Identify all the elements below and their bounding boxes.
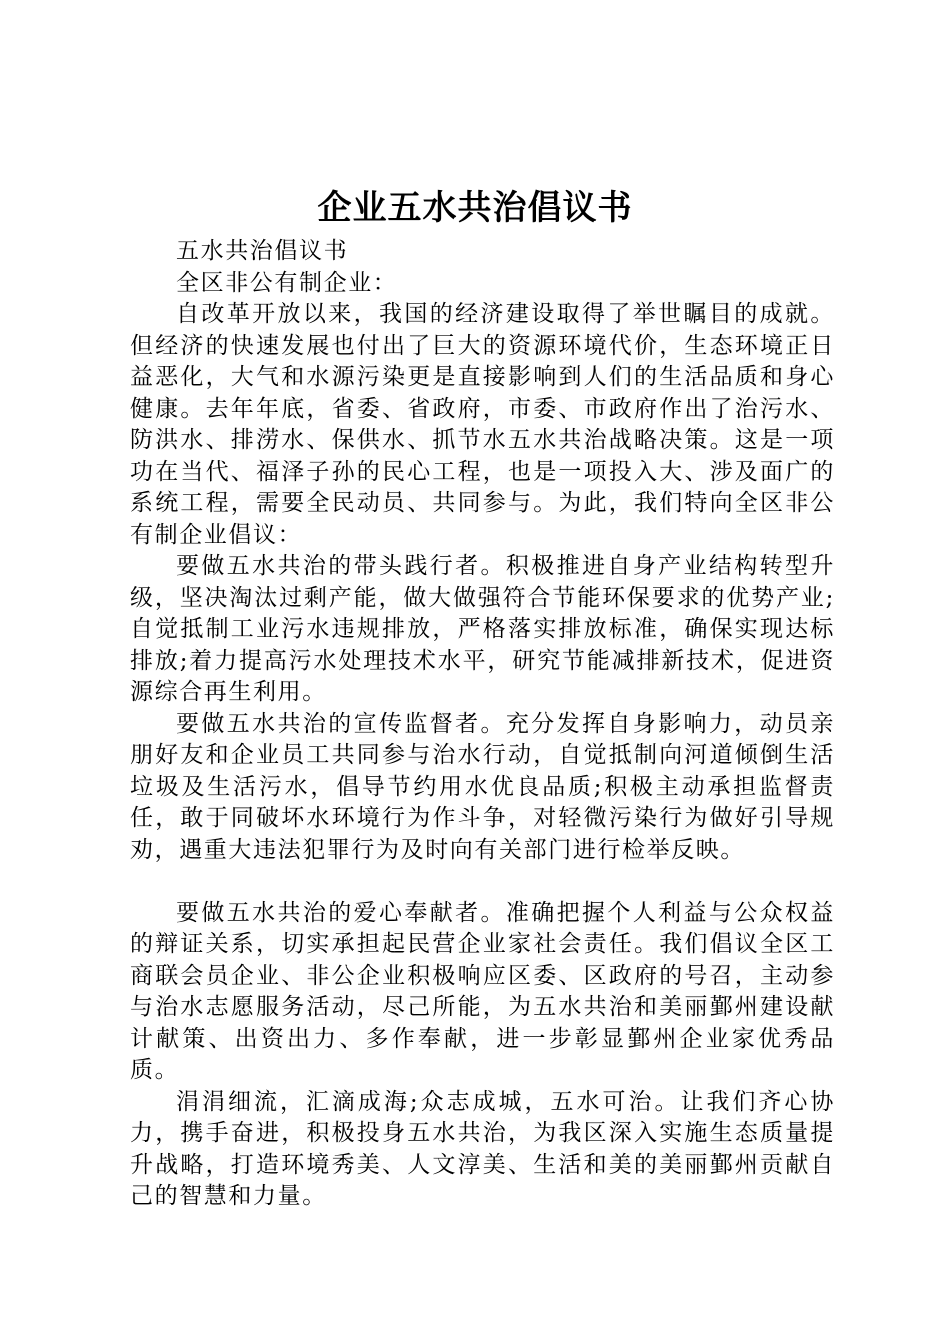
document-body [130,236,835,1213]
closing-paragraph: 涓涓细流，汇滴成海;众志成城，五水可治。让我们齐心协力，携手奋进，积极投身五水共治，为我区深入实施生态质量提升战略，打造环境秀美、人文淳美、生活和美的美丽鄞州贡献自己的智慧和力量。 [130,1088,835,1209]
subtitle-paragraph: 五水共治倡议书 [176,238,349,264]
proposal-paragraph-supervisor: 要做五水共治的宣传监督者。充分发挥自身影响力，动员亲朋好友和企业员工共同参与治水行动，自觉抵制向河道倾倒生活垃圾及生活污水，倡导节约用水优良品质;积极主动承担监督责任，敢于同破坏水环境行为作斗争，对轻微污染行为做好引导规劝，遇重大违法犯罪行为及时向有关部门进行检举反映。 [130,710,835,863]
document-title: 企业五水共治倡议书 [317,188,633,228]
proposal-paragraph-contributor: 要做五水共治的爱心奉献者。准确把握个人利益与公众权益的辩证关系，切实承担起民营企业家社会责任。我们倡议全区工商联会员企业、非公企业积极响应区委、区政府的号召，主动参与治水志愿服务活动，尽己所能，为五水共治和美丽鄞州建设献计献策、出资出力、多作奉献，进一步彰显鄞州企业家优秀品质。 [130,899,835,1083]
salutation-paragraph: 全区非公有制企业： [176,269,398,296]
intro-paragraph: 自改革开放以来，我国的经济建设取得了举世瞩目的成就。但经济的快速发展也付出了巨大的资源环境代价，生态环境正日益恶化，大气和水源污染更是直接影响到人们的生活品质和身心健康。去年年底，省委、省政府，市委、市政府作出了治污水、防洪水、排涝水、保供水、抓节水五水共治战略决策。这是一项功在当代、福泽子孙的民心工程，也是一项投入大、涉及面广的系统工程，需要全民动员、共同参与。为此，我们特向全区非公有制企业倡议： [130,301,835,548]
proposal-paragraph-practitioner: 要做五水共治的带头践行者。积极推进自身产业结构转型升级，坚决淘汰过剩产能，做大做强符合节能环保要求的优势产业;自觉抵制工业污水违规排放，严格落实排放标准，确保实现达标排放;着力提高污水处理技术水平，研究节能减排新技术，促进资源综合再生利用。 [130,553,835,705]
